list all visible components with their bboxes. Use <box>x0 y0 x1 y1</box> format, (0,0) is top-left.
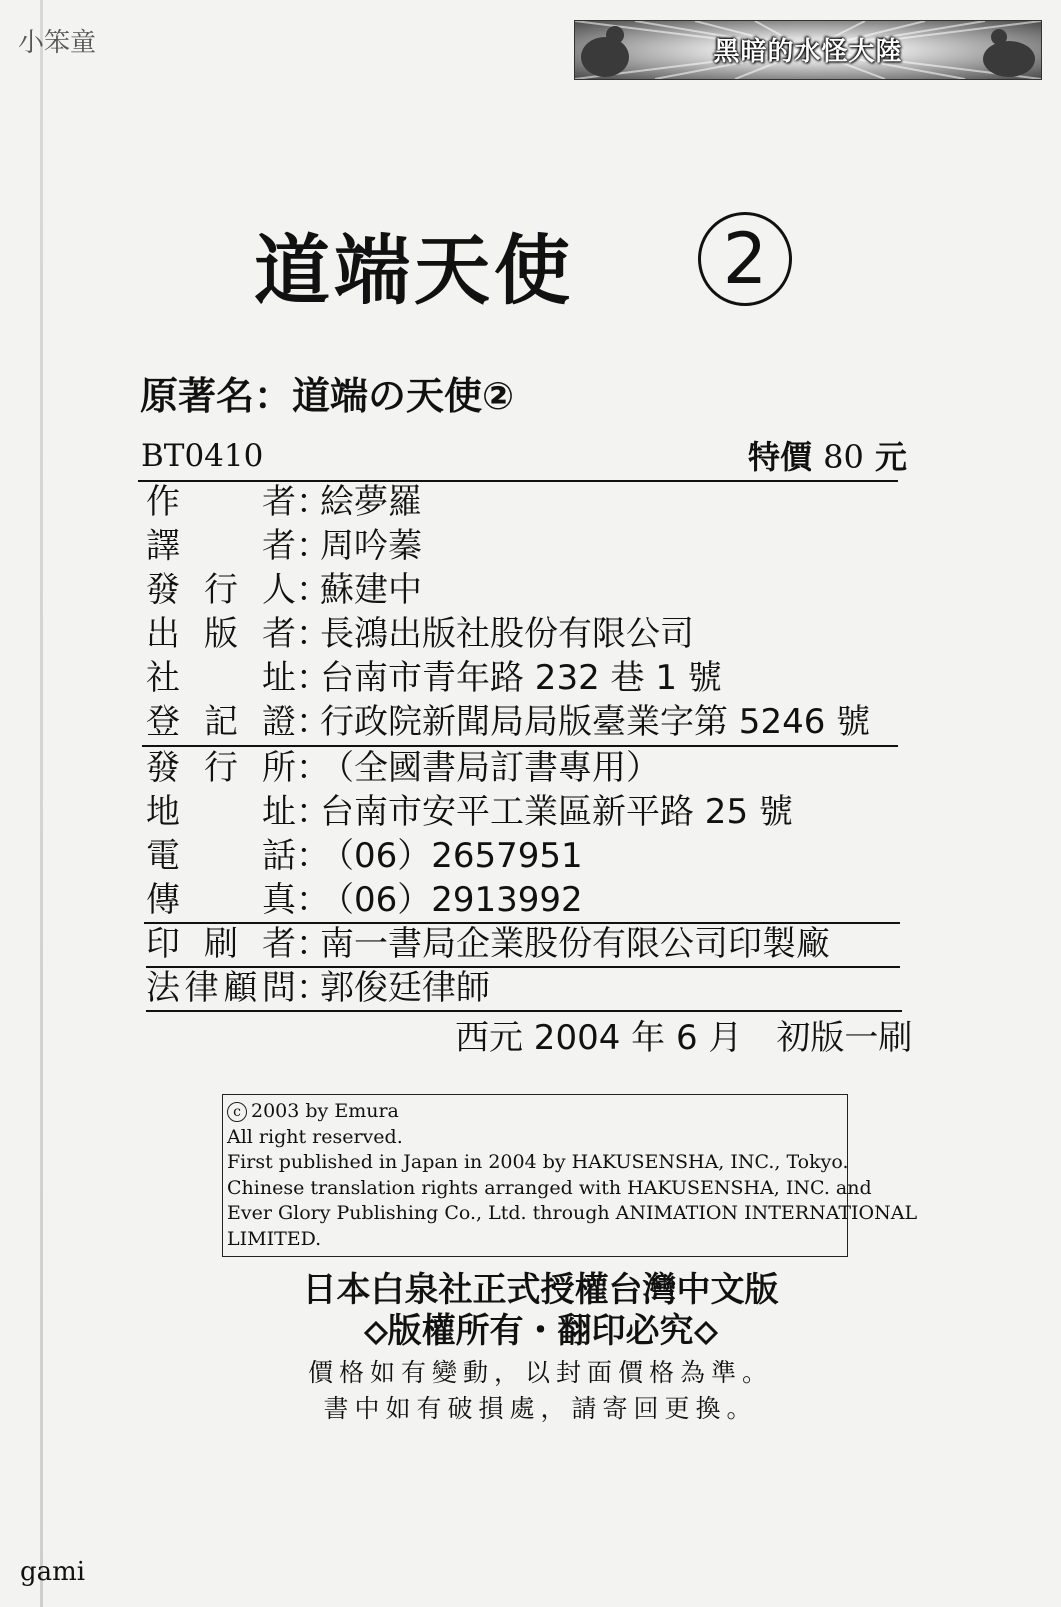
credit-value: （06）2913992 <box>320 880 583 920</box>
price <box>748 432 907 478</box>
credit-label: 發行所 <box>146 748 296 788</box>
credit-label: 發行人 <box>146 570 296 610</box>
copyright-icon: c <box>227 1102 247 1122</box>
credit-row-legal: 法律顧問：郭俊廷律師 <box>146 968 490 1008</box>
credit-row-address: 地址：台南市安平工業區新平路 25 號 <box>146 792 793 832</box>
rights-statement: 版權所有・翻印必究 <box>0 1303 1061 1352</box>
credit-value: 長鴻出版社股份有限公司 <box>320 614 694 654</box>
credit-label: 出版者 <box>146 614 296 654</box>
volume-number: 2 <box>698 212 792 306</box>
credit-label: 傳真 <box>146 880 296 920</box>
credit-value: 台南市青年路 232 巷 1 號 <box>320 658 722 698</box>
credit-row-printer: 印刷者：南一書局企業股份有限公司印製廠 <box>146 924 830 964</box>
copyright-line-4: Chinese translation rights arranged with HAKUSENSHA, INC. and <box>227 1176 872 1199</box>
credit-row-translator: 譯者：周吟蓁 <box>146 526 422 566</box>
credit-row-distributor: 發行所：（全國書局訂書專用） <box>146 748 660 788</box>
credit-value: 絵夢羅 <box>320 482 422 522</box>
credit-value: 南一書局企業股份有限公司印製廠 <box>320 924 830 964</box>
copyright-line-6: LIMITED. <box>227 1227 322 1250</box>
credit-value: 郭俊廷律師 <box>320 968 490 1008</box>
credit-value: 周吟蓁 <box>320 526 422 566</box>
credit-value: 行政院新聞局局版臺業字第 5246 號 <box>320 702 871 742</box>
price-change-note: 價格如有變動，以封面價格為準。 <box>307 1358 773 1387</box>
book-code: BT0410 <box>141 438 264 474</box>
footer-mark: gami <box>20 1557 86 1587</box>
credit-row-company-address: 社址：台南市青年路 232 巷 1 號 <box>146 658 722 698</box>
credit-row-phone: 電話：（06）2657951 <box>146 836 583 876</box>
edition-date: 西元 2004 年 6 月 初版一刷 <box>455 1018 913 1058</box>
banner-title: 黑暗的水怪大陸 <box>713 37 903 67</box>
watermark: 小笨童 <box>18 28 97 58</box>
book-title: 道端天使 <box>254 226 574 315</box>
diamond-icon <box>694 1321 718 1345</box>
credit-row-author: 作者：絵夢羅 <box>146 482 422 522</box>
credit-value: （全國書局訂書專用） <box>320 748 660 788</box>
credit-label: 譯者 <box>146 526 296 566</box>
price-unit: 元 <box>875 438 908 476</box>
credit-label: 法律顧問 <box>146 968 296 1008</box>
credit-label: 社址 <box>146 658 296 698</box>
price-label: 特價 <box>748 438 813 476</box>
credit-label: 印刷者 <box>146 924 296 964</box>
credit-row-registration: 登記證：行政院新聞局局版臺業字第 5246 號 <box>146 702 871 742</box>
copyright-line-5: Ever Glory Publishing Co., Ltd. through ANIMATION INTERNATIONAL <box>227 1202 918 1224</box>
credit-label: 電話 <box>146 836 296 876</box>
copyright-line-2: All right reserved. <box>227 1125 403 1148</box>
credit-row-publisher: 出版者：長鴻出版社股份有限公司 <box>146 614 694 654</box>
credit-value: 蘇建中 <box>320 570 422 610</box>
credit-row-publisher-person: 發行人：蘇建中 <box>146 570 422 610</box>
copyright-notice <box>222 1094 918 1257</box>
copyright-line-3: First published in Japan in 2004 by HAKUSENSHA, INC., Tokyo. <box>227 1151 849 1173</box>
authorization-statement: 日本白泉社正式授權台灣中文版 <box>302 1270 779 1310</box>
credit-value: 台南市安平工業區新平路 25 號 <box>320 792 793 832</box>
credit-value: （06）2657951 <box>320 836 583 876</box>
damage-return-note: 書中如有破損處，請寄回更換。 <box>323 1394 758 1423</box>
credit-label: 登記證 <box>146 702 296 742</box>
price-amount: 80 <box>823 438 864 476</box>
original-title: 原著名：道端の天使② <box>140 374 515 418</box>
credit-row-fax: 傳真：（06）2913992 <box>146 880 583 920</box>
copyright-line-1: c 2003 by Emura <box>227 1099 847 1125</box>
credit-label: 地址 <box>146 792 296 832</box>
banner <box>574 20 1042 80</box>
diamond-icon <box>364 1321 388 1345</box>
credit-label: 作者 <box>146 482 296 522</box>
